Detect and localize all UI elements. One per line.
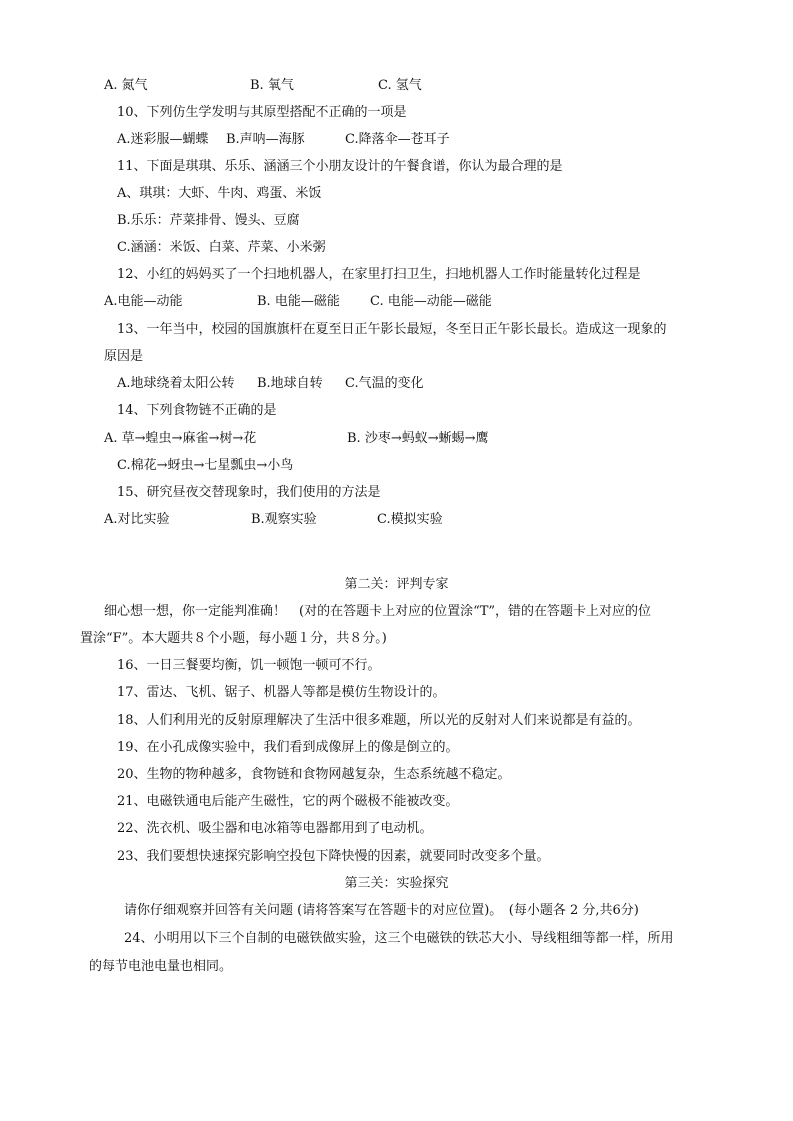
q12-stem: 12、小红的妈妈买了一个扫地机器人，在家里打扫卫生，扫地机器人工作时能量转化过程是 (117, 267, 641, 282)
q10-option-b: B.声呐—海豚 (226, 132, 305, 147)
q12-option-c: C. 电能—动能—磁能 (370, 294, 492, 309)
q14-option-b: B. 沙枣→蚂蚁→蜥蜴→鹰 (347, 431, 489, 446)
section-2-intro-line-2: 置涂“F”。本大题共８个小题，每小题１分，共８分。) (80, 631, 387, 646)
q13-option-c: C.气温的变化 (345, 376, 424, 391)
section-3-intro: 请你仔细观察并回答有关问题 (请将答案写在答题卡的对应位置)。 (每小题各 2 分,共6分) (124, 903, 639, 918)
q13-option-a: A.地球绕着太阳公转 (117, 376, 235, 391)
q13-stem-line-2: 原因是 (104, 349, 144, 364)
q15-option-a: A.对比实验 (104, 512, 170, 527)
tf-item-23: 23、我们要想快速探究影响空投包下降快慢的因素，就要同时改变多个量。 (117, 849, 550, 864)
q11-option-a: A、琪琪：大虾、牛肉、鸡蛋、米饭 (117, 186, 322, 201)
q13-option-b: B.地球自转 (257, 376, 323, 391)
q10-stem: 10、下列仿生学发明与其原型搭配不正确的一项是 (117, 105, 407, 120)
q14-option-a: A. 草→蝗虫→麻雀→树→花 (104, 431, 257, 446)
q24-stem-line-1: 24、小明用以下三个自制的电磁铁做实验，这三个电磁铁的铁芯大小、导线粗细等都一样，所用 (124, 931, 674, 946)
tf-item-18: 18、人们利用光的反射原理解决了生活中很多难题，所以光的反射对人们来说都是有益的。 (117, 713, 641, 728)
tf-item-17: 17、雷达、飞机、锯子、机器人等都是模仿生物设计的。 (117, 685, 446, 700)
q11-option-b: B.乐乐：芹菜排骨、馒头、豆腐 (117, 213, 300, 228)
q11-option-c: C.涵涵：米饭、白菜、芹菜、小米粥 (117, 240, 326, 255)
section-2-intro-line-1: 细心想一想，你一定能判准确！ (对的在答题卡上对应的位置涂“T”，错的在答题卡上对应的位 (104, 604, 652, 619)
q9-option-a: A. 氮气 (104, 78, 148, 93)
section-2-title: 第二关：评判专家 (344, 577, 449, 592)
tf-item-16: 16、一日三餐要均衡，饥一顿饱一顿可不行。 (117, 658, 381, 673)
q11-stem: 11、下面是琪琪、乐乐、涵涵三个小朋友设计的午餐食谱，你认为最合理的是 (117, 159, 563, 174)
q12-option-a: A.电能—动能 (104, 294, 183, 309)
q9-option-c: C. 氢气 (378, 78, 422, 93)
tf-item-20: 20、生物的物种越多，食物链和食物网越复杂，生态系统越不稳定。 (117, 767, 511, 782)
q10-option-a: A.迷彩服—蝴蝶 (117, 132, 209, 147)
q13-stem-line-1: 13、一年当中，校园的国旗旗杆在夏至日正午影长最短，冬至日正午影长最长。造成这一现象的 (117, 322, 667, 337)
q12-option-b: B. 电能—磁能 (257, 294, 340, 309)
q15-option-b: B.观察实验 (251, 512, 317, 527)
section-3-title: 第三关：实验探究 (344, 876, 449, 891)
tf-item-22: 22、洗衣机、吸尘器和电冰箱等电器都用到了电动机。 (117, 821, 433, 836)
q15-option-c: C.模拟实验 (377, 512, 443, 527)
tf-item-19: 19、在小孔成像实验中，我们看到成像屏上的像是倒立的。 (117, 740, 459, 755)
q24-stem-line-2: 的每节电池电量也相同。 (89, 959, 233, 974)
q10-option-c: C.降落伞—苍耳子 (345, 132, 450, 147)
q14-stem: 14、下列食物链不正确的是 (117, 403, 277, 418)
q14-option-c: C.棉花→蚜虫→七星瓢虫→小鸟 (117, 458, 294, 473)
q9-option-b: B. 氧气 (250, 78, 294, 93)
tf-item-21: 21、电磁铁通电后能产生磁性，它的两个磁极不能被改变。 (117, 794, 459, 809)
q15-stem: 15、研究昼夜交替现象时，我们使用的方法是 (117, 485, 381, 500)
